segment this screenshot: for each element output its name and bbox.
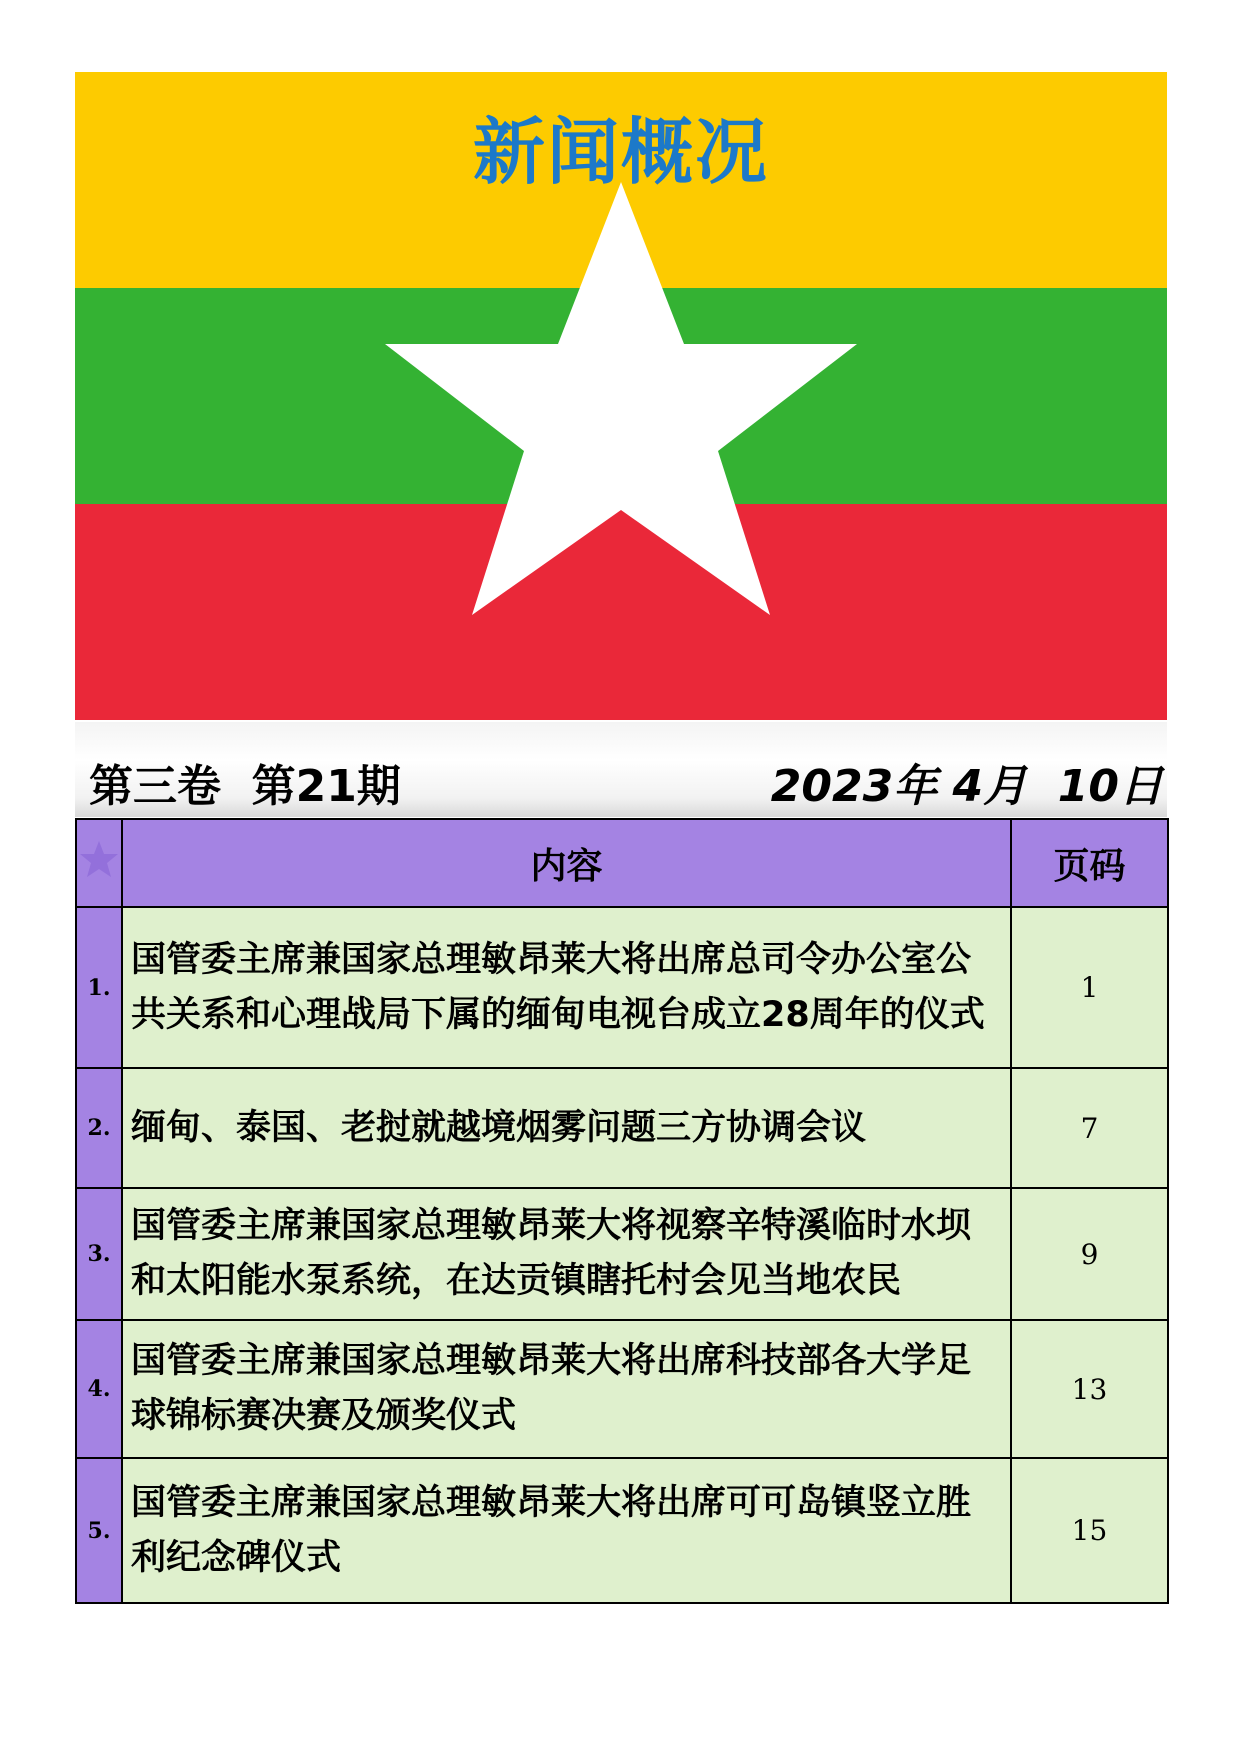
row-title-link[interactable]: 国管委主席兼国家总理敏昂莱大将出席总司令办公室公共关系和心理战局下属的缅甸电视台成立28周年的仪式	[122, 907, 1011, 1068]
row-page-number: 13	[1011, 1320, 1168, 1458]
volume-issue: 第三卷 第21期	[89, 761, 401, 812]
row-page-number: 15	[1011, 1458, 1168, 1603]
issue-date: 2023年 4月 10日	[770, 761, 1163, 812]
star-header-cell	[76, 819, 122, 907]
contents-table	[75, 818, 1169, 1604]
star-icon	[79, 839, 119, 879]
row-number: 1.	[76, 907, 122, 1068]
row-page-number: 9	[1011, 1188, 1168, 1320]
row-page-number: 7	[1011, 1068, 1168, 1188]
myanmar-flag	[75, 72, 1167, 720]
table-header-row	[76, 819, 1168, 907]
content-header: 内容	[122, 819, 1011, 907]
table-row	[76, 907, 1168, 1068]
row-title-link[interactable]: 国管委主席兼国家总理敏昂莱大将出席科技部各大学足球锦标赛决赛及颁奖仪式	[122, 1320, 1011, 1458]
page-header: 页码	[1011, 819, 1168, 907]
row-page-number: 1	[1011, 907, 1168, 1068]
table-row	[76, 1068, 1168, 1188]
issue-bar	[75, 722, 1167, 817]
row-title-link[interactable]: 国管委主席兼国家总理敏昂莱大将视察辛特溪临时水坝和太阳能水泵系统，在达贡镇瞎托村会见当地农民	[122, 1188, 1011, 1320]
row-number: 2.	[76, 1068, 122, 1188]
newsletter-title: 新闻概况	[472, 110, 769, 194]
row-number: 5.	[76, 1458, 122, 1603]
row-number: 4.	[76, 1320, 122, 1458]
table-row	[76, 1458, 1168, 1603]
table-row	[76, 1188, 1168, 1320]
table-row	[76, 1320, 1168, 1458]
row-title-link[interactable]: 国管委主席兼国家总理敏昂莱大将出席可可岛镇竖立胜利纪念碑仪式	[122, 1458, 1011, 1603]
row-title-link[interactable]: 缅甸、泰国、老挝就越境烟雾问题三方协调会议	[122, 1068, 1011, 1188]
row-number: 3.	[76, 1188, 122, 1320]
